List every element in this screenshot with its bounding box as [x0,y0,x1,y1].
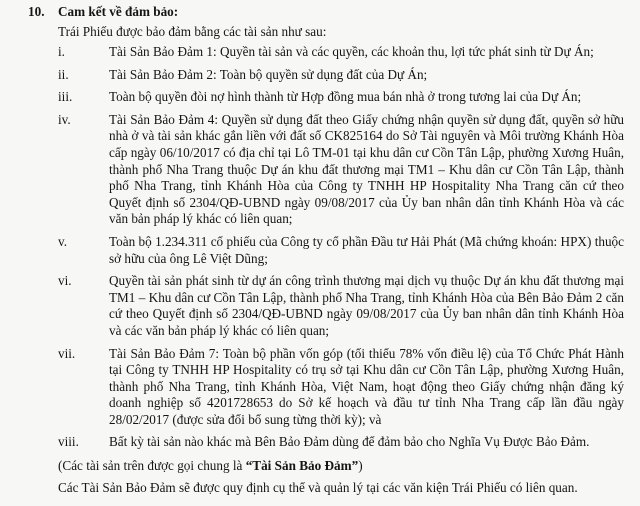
list-item-numeral: i. [58,44,65,59]
note-suffix: ) [358,458,363,474]
intro-text: Trái Phiếu được bảo đảm bằng các tài sản như sau: [58,24,327,39]
list-item-numeral: iii. [58,89,73,105]
list-item-text: Tài Sản Bảo Đảm 4: Quyền sử dụng đất theo Giấy chứng nhận quyền sử dụng đất, quyền sở hữu nhà ở và tài sản khác gắn liền với đất số CK825164 do Sở Tài nguyên và Môi trường Khánh Hòa cấp ngày 06/10/2017 có địa chỉ tại Lô TM-01 tại khu dân cư Cồn Tân Lập, phường Xương Huân, thành phố Nha Trang thuộc Dự án khu đất thương mại TM1 – Khu dân cư Cồn Tân Lập, thành phố Nha Trang, tỉnh Khánh Hòa của Công ty TNHH HP Hospitality Nha Trang căn cứ theo Quyết định số 2304/QĐ-UBND ngày 09/08/2017 của Ủy ban nhân dân tỉnh Khánh Hòa và các văn bản pháp lý khác có liên quan; [109,111,624,227]
list-item-numeral: viii. [58,434,79,450]
section-number: 10. [28,4,45,19]
list-item-numeral: vii. [58,345,76,361]
list-item-text: Toàn bộ 1.234.311 cổ phiếu của Công ty cổ phần Đầu tư Hải Phát (Mã chứng khoán: HPX) thuộc sở hữu của ông Lê Việt Dũng; [109,233,624,266]
list-item [58,234,626,267]
note-prefix: (Các tài sản trên được gọi chung là [58,458,246,474]
collateral-list [58,44,626,451]
list-item-numeral: ii. [58,66,69,82]
list-item-text: Bất kỳ tài sản nào khác mà Bên Bảo Đảm dùng để đảm bảo cho Nghĩa Vụ Được Bảo Đảm. [109,434,590,450]
list-item [58,273,626,339]
list-item [58,346,626,429]
list-item [58,112,626,228]
list-item-text: Tài Sản Bảo Đảm 7: Toàn bộ phần vốn góp (tối thiểu 78% vốn điều lệ) của Tổ Chức Phát Hành tại Công ty TNHH HP Hospitality có trụ sở tại Khu dân cư Cồn Tân Lập, phường Xương Huân, thành phố Nha Trang, tỉnh Khánh Hòa, Việt Nam, hoạt động theo Giấy chứng nhận đăng ký doanh nghiệp số 4201728653 do Sở kế hoạch và đầu tư tỉnh Nha Trang cấp lần đầu ngày 28/02/2017 (được sửa đổi bổ sung từng thời kỳ); và [109,345,624,427]
list-item-numeral: vi. [58,273,72,289]
list-item-text: Tài Sản Bảo Đảm 2: Toàn bộ quyền sử dụng đất của Dự Án; [109,66,428,82]
list-item [58,44,626,61]
section-heading [28,3,626,21]
list-item [58,434,626,451]
collective-term-note [58,457,626,475]
list-item [58,67,626,84]
note-term: “Tài Sản Bảo Đảm” [245,458,359,474]
section-title: Cam kết về đảm bảo: [58,4,179,19]
list-item-text: Tài Sản Bảo Đảm 1: Quyền tài sản và các quyền, các khoản thu, lợi tức phát sinh từ Dự Án; [109,44,594,59]
closing-text: Các Tài Sản Bảo Đảm sẽ được quy định cụ thể và quản lý tại các văn kiện Trái Phiếu có liên quan. [58,480,578,496]
list-item [58,89,626,106]
list-item-text: Toàn bộ quyền đòi nợ hình thành từ Hợp đồng mua bán nhà ở trong tương lai của Dự Án; [109,89,582,105]
list-item-numeral: iv. [58,111,71,127]
list-item-text: Quyền tài sản phát sinh từ dự án công trình thương mại dịch vụ thuộc Dự án khu đất thương mại TM1 – Khu dân cư Cồn Tân Lập, thành phố Nha Trang, tỉnh Khánh Hòa của Bên Bảo Đảm 2 căn cứ theo Quyết định số 2304/QĐ-UBND ngày 09/08/2017 của Ủy ban nhân dân tỉnh Khánh Hòa và các văn bản pháp lý khác có liên quan; [109,273,624,338]
list-item-numeral: v. [58,233,68,249]
